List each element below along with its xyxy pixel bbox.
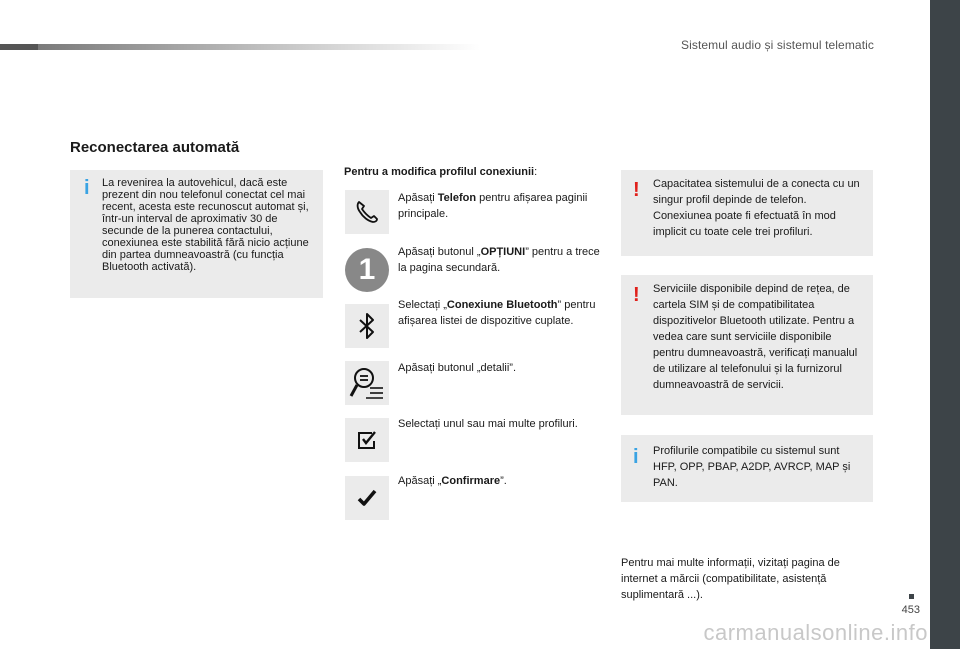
step-5-post: Selectați unul sau mai multe profiluri. [398,418,578,430]
step-6-bold: Confirmare [441,475,501,487]
step-1-pre: Apăsați [398,192,438,204]
step-5-text [398,416,603,432]
header-gradient-bar [0,44,480,50]
info-icon: i [84,177,90,199]
number-one-badge: 1 [345,248,389,292]
step-1-text [398,190,603,222]
steps-heading [344,166,537,178]
section-title: Reconectarea automată [70,139,240,156]
warning-note-text: Capacitatea sistemului de a conecta cu un singur profil depinde de telefon. Conexiunea poate fi efectuată în mod implicit cu toate cele trei profiluri. [653,178,860,238]
warning-note-text: Serviciile disponibile depind de rețea, de cartela SIM și de compatibilitatea dispozitivelor Bluetooth utilizate. Pentru a vedea care sunt serviciile disponibile pentru dumneavoastră, verificați manualul de utilizare al telefonului și la furnizorul dumneavoastră de servicii. [653,283,858,391]
phone-icon [345,190,389,234]
warning-note-profile [621,170,873,256]
step-2-post: ” pentru a trece la pagina secundară. [398,246,600,274]
step-3-bold: Conexiune Bluetooth [446,299,558,311]
warning-icon: ! [633,179,640,201]
step-1-bold: Telefon [437,192,477,204]
header-bar-accent [0,44,38,50]
step-3-pre: Selectați „ [398,299,447,311]
footer-info-text: Pentru mai multe informații, vizitați pagina de internet a mărcii (compatibilitate, asistență suplimentară ...). [621,557,840,601]
warning-icon: ! [633,284,640,306]
step-3-text [398,297,603,329]
bluetooth-icon [345,304,389,348]
step-6-pre: Apăsați „ [398,475,442,487]
number-one-icon [345,248,389,292]
page-side-band [930,0,960,649]
info-note-auto-reconnect [70,170,323,298]
page-marker [909,594,914,599]
page-number: 453 [901,604,920,616]
checkmark-icon [345,476,389,520]
info-note-text: Profilurile compatibile cu sistemul sunt HFP, OPP, PBAP, A2DP, AVRCP, MAP și PAN. [653,445,851,489]
checkbox-icon [345,418,389,462]
step-2-bold: OPȚIUNI [480,246,526,258]
step-6-text [398,473,603,489]
warning-note-services [621,275,873,415]
info-note-profiles [621,435,873,502]
page-header-title: Sistemul audio și sistemul telematic [680,38,874,52]
step-4-post: Apăsați butonul „detalii”. [398,362,517,374]
step-6-post: ”. [500,475,507,487]
watermark: carmanualsonline.info [703,620,928,645]
step-3-post: ” pentru afișarea listei de dispozitive cuplate. [398,299,596,327]
step-1-post: pentru afișarea paginii principale. [398,192,588,220]
steps-heading-bold: Pentru a modifica profilul conexiunii [344,166,535,178]
step-4-text [398,360,603,376]
details-icon [345,361,389,405]
step-2-pre: Apăsați butonul „ [398,246,481,258]
info-note-text: La revenirea la autovehicul, dacă este prezent din nou telefonul conectat cel mai recent, acesta este recunoscut automat și, într-un interval de aproximativ 30 de secunde de la punerea contactului, conexiunea este stabilită fără nicio acțiune din partea dumneavoastră (cu funcția Bluetooth activată). [102,177,309,273]
info-icon: i [633,446,639,468]
step-2-text [398,244,603,276]
steps-heading-colon: : [534,166,538,178]
